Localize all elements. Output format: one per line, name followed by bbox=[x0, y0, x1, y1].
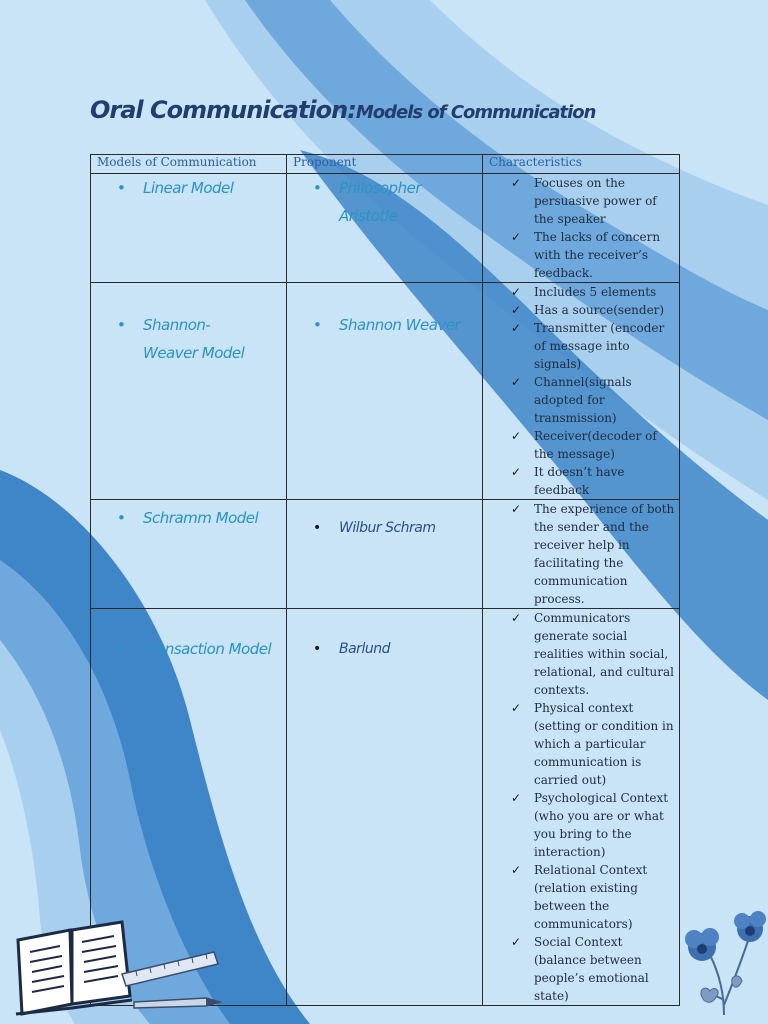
list-item: ✓ Has a source(sender) bbox=[511, 303, 665, 317]
table-header-row bbox=[91, 155, 680, 174]
proponent-cell bbox=[287, 609, 483, 1006]
book-ruler-pencil-illustration bbox=[10, 918, 230, 1022]
checkmark-icon: ✓ bbox=[511, 863, 522, 877]
checkmark-icon: ✓ bbox=[511, 502, 522, 516]
page-title-main: Oral Communication: bbox=[90, 96, 356, 124]
checkmark-icon: ✓ bbox=[511, 303, 522, 317]
table-row bbox=[91, 283, 680, 500]
page-title-sub: Models of Communication bbox=[355, 102, 596, 123]
model-name: • Transaction Model bbox=[117, 635, 286, 663]
characteristics-cell bbox=[483, 174, 680, 283]
characteristics-list bbox=[483, 609, 679, 1005]
checkmark-icon: ✓ bbox=[511, 321, 522, 335]
model-name: • Shannon-Weaver Model bbox=[117, 311, 263, 367]
list-item: ✓ Channel(signals adopted for transmission) bbox=[511, 375, 632, 425]
list-item: ✓ It doesn’t have feedback bbox=[511, 465, 625, 497]
list-item: ✓ Relational Context (relation existing between the communicators) bbox=[511, 863, 648, 931]
proponent-cell bbox=[287, 500, 483, 609]
model-cell bbox=[91, 500, 287, 609]
proponent-name: • Shannon Weaver bbox=[313, 311, 482, 339]
characteristics-cell bbox=[483, 609, 680, 1006]
open-book-icon bbox=[16, 922, 132, 1014]
header-characteristics: Characteristics bbox=[483, 155, 680, 174]
proponent-name: • Barlund bbox=[313, 635, 482, 663]
list-item: ✓ Psychological Context (who you are or what you bring to the interaction) bbox=[511, 791, 669, 859]
flower-right bbox=[734, 911, 766, 942]
checkmark-icon: ✓ bbox=[511, 935, 522, 949]
header-proponent: Proponent bbox=[287, 155, 483, 174]
list-item: ✓ Communicators generate social realities within social, relational, and cultural contexts. bbox=[511, 611, 675, 697]
list-item: ✓ The lacks of concern with the receiver’s feedback. bbox=[511, 230, 661, 280]
checkmark-icon: ✓ bbox=[511, 429, 522, 443]
list-item: ✓ Physical context (setting or condition in which a particular communication is carried out) bbox=[511, 701, 674, 787]
pencil-icon bbox=[134, 998, 220, 1008]
characteristics-cell bbox=[483, 283, 680, 500]
characteristics-list bbox=[483, 283, 679, 499]
list-item: ✓ Social Context (balance between people’s emotional state) bbox=[511, 935, 649, 1003]
characteristics-cell bbox=[483, 500, 680, 609]
model-name: • Schramm Model bbox=[117, 504, 286, 532]
characteristics-list bbox=[483, 500, 679, 608]
list-item: ✓ The experience of both the sender and the receiver help in facilitating the communication process. bbox=[511, 502, 675, 606]
model-name: • Linear Model bbox=[117, 174, 286, 202]
flower-left bbox=[685, 928, 719, 961]
blue-flowers-icon bbox=[680, 905, 768, 1020]
models-table bbox=[90, 154, 680, 1006]
checkmark-icon: ✓ bbox=[511, 230, 522, 244]
header-models: Models of Communication bbox=[91, 155, 287, 174]
list-item: ✓ Receiver(decoder of the message) bbox=[511, 429, 657, 461]
checkmark-icon: ✓ bbox=[511, 285, 522, 299]
checkmark-icon: ✓ bbox=[511, 701, 522, 715]
checkmark-icon: ✓ bbox=[511, 176, 522, 190]
proponent-name: • Philosopher Aristotle bbox=[313, 174, 482, 230]
proponent-cell bbox=[287, 283, 483, 500]
table-row bbox=[91, 174, 680, 283]
checkmark-icon: ✓ bbox=[511, 791, 522, 805]
page-title bbox=[90, 96, 595, 124]
list-item: ✓ Focuses on the persuasive power of the speaker bbox=[511, 176, 657, 226]
list-item: ✓ Transmitter (encoder of message into signals) bbox=[511, 321, 665, 371]
proponent-name: • Wilbur Schram bbox=[313, 514, 482, 542]
checkmark-icon: ✓ bbox=[511, 465, 522, 479]
checkmark-icon: ✓ bbox=[511, 611, 522, 625]
list-item: ✓ Includes 5 elements bbox=[511, 285, 657, 299]
proponent-cell bbox=[287, 174, 483, 283]
table-row bbox=[91, 500, 680, 609]
characteristics-list bbox=[483, 174, 679, 282]
checkmark-icon: ✓ bbox=[511, 375, 522, 389]
model-cell bbox=[91, 174, 287, 283]
model-cell bbox=[91, 283, 287, 500]
ruler-icon bbox=[122, 952, 218, 986]
